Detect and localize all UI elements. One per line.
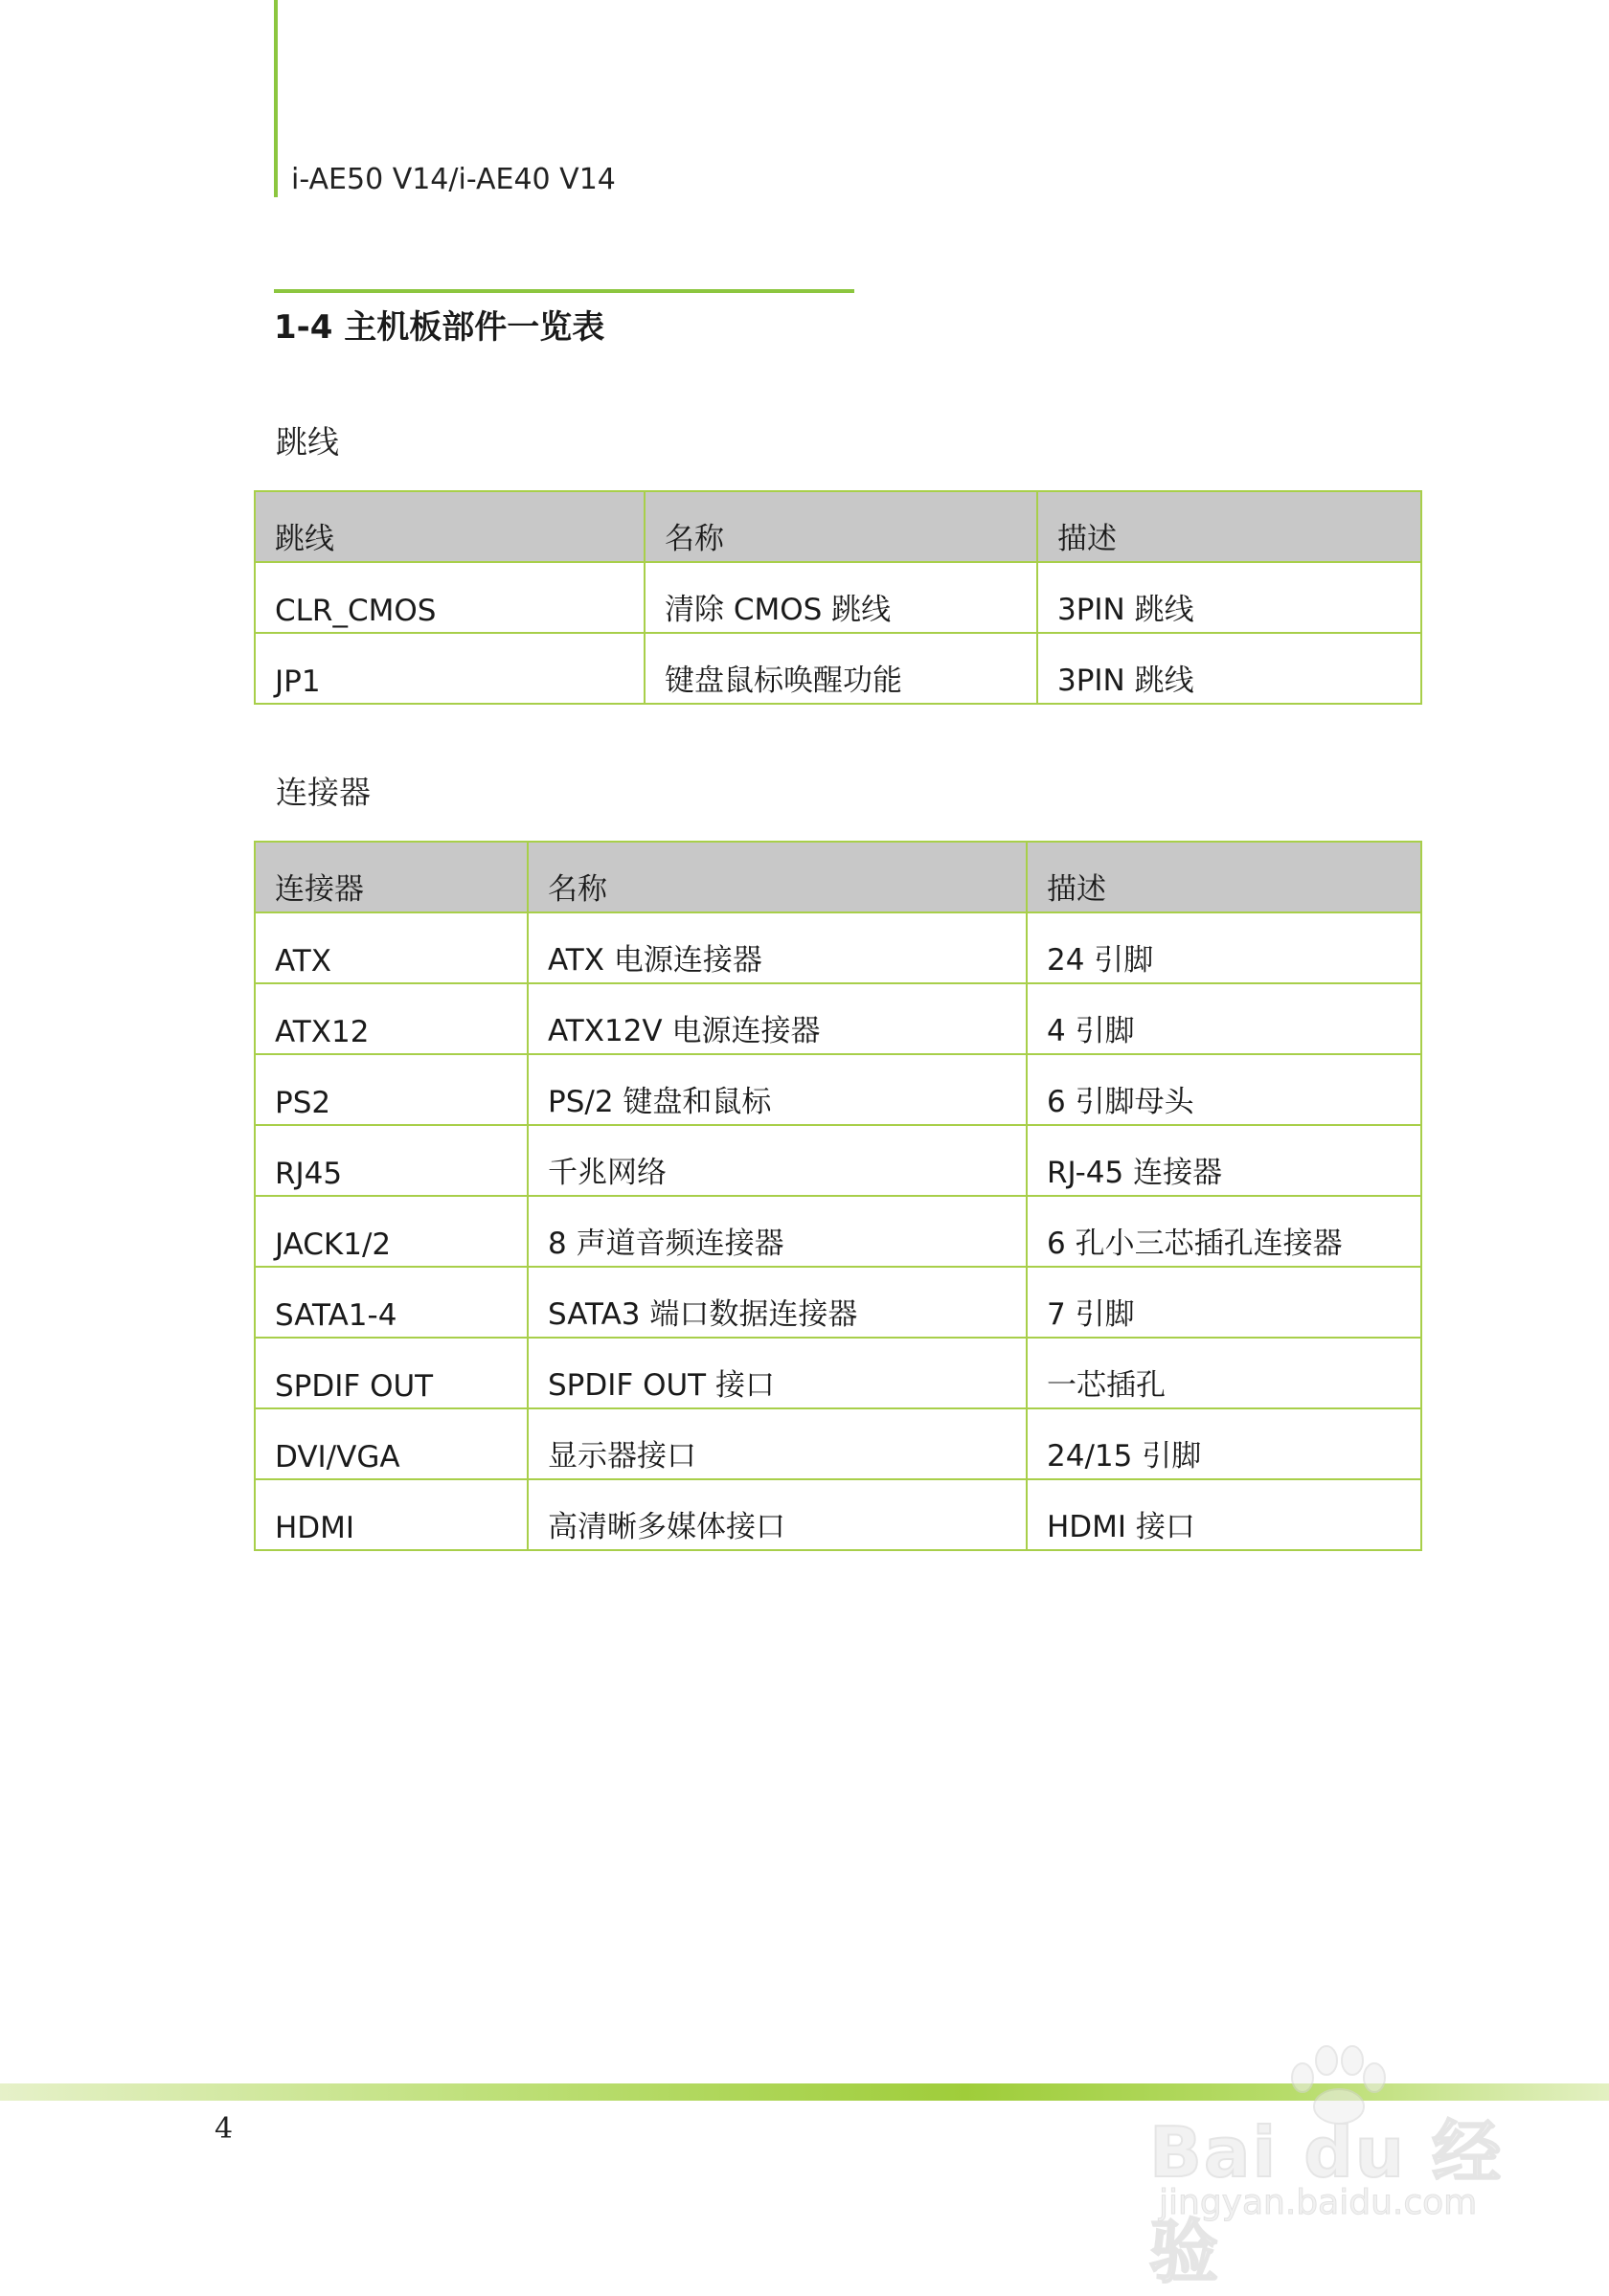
table-row bbox=[255, 562, 1421, 633]
model-name: i-AE50 V14/i-AE40 V14 bbox=[291, 163, 616, 196]
table-row bbox=[255, 1054, 1421, 1125]
jumpers-heading: 跳线 bbox=[276, 423, 339, 461]
section-divider bbox=[274, 289, 854, 293]
column-header: 连接器 bbox=[255, 842, 528, 912]
table-cell: 6 引脚母头 bbox=[1027, 1054, 1421, 1125]
table-row bbox=[255, 1479, 1421, 1550]
table-cell: 7 引脚 bbox=[1027, 1267, 1421, 1338]
accent-vertical-bar bbox=[274, 0, 278, 197]
table-cell: HDMI 接口 bbox=[1027, 1479, 1421, 1550]
table-cell: ATX bbox=[255, 912, 528, 983]
table-row bbox=[255, 633, 1421, 704]
table-row bbox=[255, 1338, 1421, 1408]
table-cell: JACK1/2 bbox=[255, 1196, 528, 1267]
column-header: 描述 bbox=[1037, 491, 1421, 562]
table-cell: 6 孔小三芯插孔连接器 bbox=[1027, 1196, 1421, 1267]
table-cell: ATX 电源连接器 bbox=[528, 912, 1027, 983]
table-header-row bbox=[255, 491, 1421, 562]
column-header: 名称 bbox=[528, 842, 1027, 912]
table-cell: 高清晰多媒体接口 bbox=[528, 1479, 1027, 1550]
table-cell: ATX12V 电源连接器 bbox=[528, 983, 1027, 1054]
column-header: 名称 bbox=[645, 491, 1037, 562]
table-cell: SPDIF OUT bbox=[255, 1338, 528, 1408]
table-cell: RJ45 bbox=[255, 1125, 528, 1196]
baidu-watermark bbox=[1140, 2039, 1542, 2292]
table-cell: 8 声道音频连接器 bbox=[528, 1196, 1027, 1267]
connectors-table bbox=[254, 841, 1422, 1551]
table-header-row bbox=[255, 842, 1421, 912]
table-cell: 3PIN 跳线 bbox=[1037, 562, 1421, 633]
table-cell: 清除 CMOS 跳线 bbox=[645, 562, 1037, 633]
table-row bbox=[255, 1408, 1421, 1479]
page-number: 4 bbox=[215, 2112, 234, 2146]
table-cell: SATA1-4 bbox=[255, 1267, 528, 1338]
watermark-url: jingyan.baidu.com bbox=[1159, 2183, 1478, 2222]
table-cell: 3PIN 跳线 bbox=[1037, 633, 1421, 704]
table-cell: PS/2 键盘和鼠标 bbox=[528, 1054, 1027, 1125]
table-cell: RJ-45 连接器 bbox=[1027, 1125, 1421, 1196]
table-cell: 24 引脚 bbox=[1027, 912, 1421, 983]
table-cell: 4 引脚 bbox=[1027, 983, 1421, 1054]
table-cell: SPDIF OUT 接口 bbox=[528, 1338, 1027, 1408]
table-cell: 千兆网络 bbox=[528, 1125, 1027, 1196]
table-cell: PS2 bbox=[255, 1054, 528, 1125]
table-cell: 24/15 引脚 bbox=[1027, 1408, 1421, 1479]
column-header: 跳线 bbox=[255, 491, 645, 562]
table-cell: 一芯插孔 bbox=[1027, 1338, 1421, 1408]
table-cell: 显示器接口 bbox=[528, 1408, 1027, 1479]
table-row bbox=[255, 1125, 1421, 1196]
connectors-heading: 连接器 bbox=[276, 774, 371, 811]
watermark-brand: Bai du 经验 bbox=[1149, 2112, 1504, 2292]
table-cell: SATA3 端口数据连接器 bbox=[528, 1267, 1027, 1338]
table-row bbox=[255, 1196, 1421, 1267]
table-row bbox=[255, 983, 1421, 1054]
section-title: 1-4 主机板部件一览表 bbox=[274, 308, 605, 347]
table-row bbox=[255, 912, 1421, 983]
table-cell: JP1 bbox=[255, 633, 645, 704]
table-cell: DVI/VGA bbox=[255, 1408, 528, 1479]
table-cell: ATX12 bbox=[255, 983, 528, 1054]
table-cell: HDMI bbox=[255, 1479, 528, 1550]
table-cell: CLR_CMOS bbox=[255, 562, 645, 633]
column-header: 描述 bbox=[1027, 842, 1421, 912]
jumpers-table bbox=[254, 490, 1422, 705]
table-cell: 键盘鼠标唤醒功能 bbox=[645, 633, 1037, 704]
table-row bbox=[255, 1267, 1421, 1338]
